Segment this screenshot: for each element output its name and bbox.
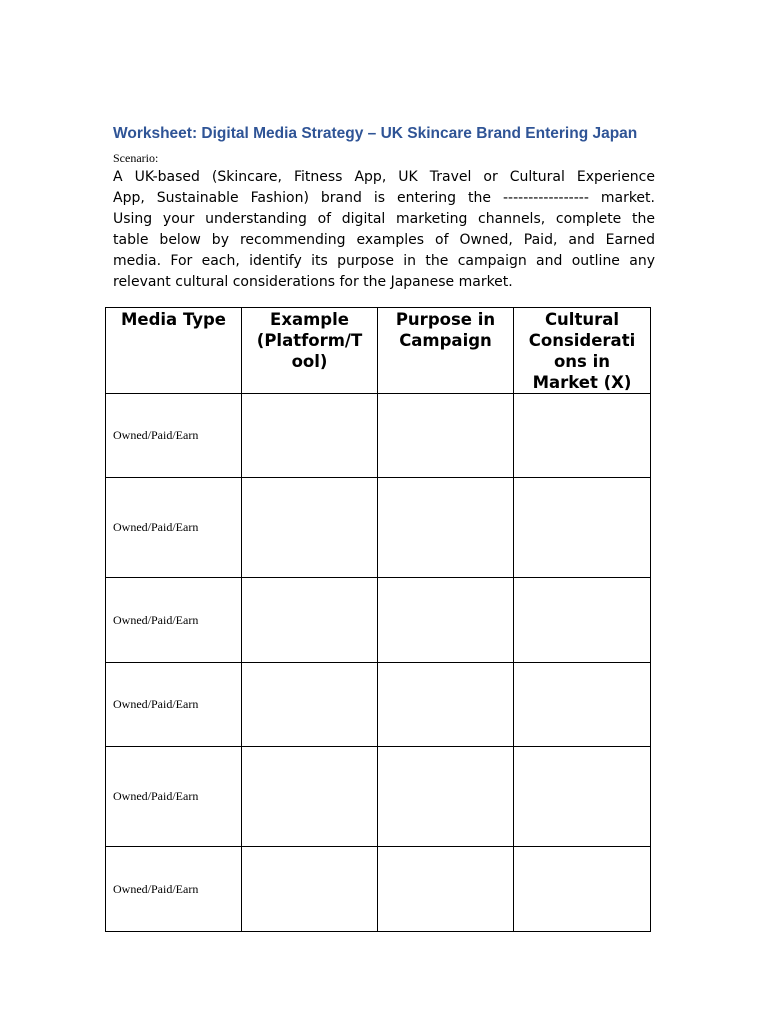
cultural-cell[interactable]: [514, 578, 651, 663]
table-row: [106, 394, 651, 478]
header-line: (Platform/T: [256, 331, 363, 350]
header-line: Media Type: [120, 310, 226, 329]
header-media-type: [106, 308, 242, 394]
media-strategy-table: [105, 307, 651, 932]
purpose-cell[interactable]: [378, 663, 514, 747]
cultural-cell[interactable]: [514, 478, 651, 578]
scenario-paragraph: [113, 167, 655, 293]
table-row: [106, 578, 651, 663]
purpose-cell[interactable]: [378, 578, 514, 663]
cultural-cell[interactable]: [514, 394, 651, 478]
purpose-cell[interactable]: [378, 394, 514, 478]
example-cell[interactable]: [242, 663, 378, 747]
media-type-cell: Owned/Paid/Earn: [106, 847, 242, 932]
scenario-label: Scenario:: [113, 151, 159, 165]
cultural-cell[interactable]: [514, 747, 651, 847]
scenario-line: App, Sustainable Fashion) brand is entering the ----------------- market.: [113, 190, 655, 206]
table-header-row: [106, 308, 651, 394]
media-type-cell: Owned/Paid/Earn: [106, 394, 242, 478]
media-type-cell: Owned/Paid/Earn: [106, 663, 242, 747]
table-row: [106, 847, 651, 932]
example-cell[interactable]: [242, 394, 378, 478]
header-example: [242, 308, 378, 394]
example-cell[interactable]: [242, 847, 378, 932]
scenario-line: A UK-based (Skincare, Fitness App, UK Travel or Cultural Experience: [113, 169, 655, 185]
table-row: [106, 478, 651, 578]
header-cultural: [514, 308, 651, 394]
table-row: [106, 663, 651, 747]
header-line: Considerati: [528, 331, 636, 350]
scenario-line: table below by recommending examples of Owned, Paid, and Earned: [113, 232, 655, 248]
example-cell[interactable]: [242, 478, 378, 578]
page-title: Worksheet: Digital Media Strategy – UK Skincare Brand Entering Japan: [113, 125, 638, 142]
media-type-cell: Owned/Paid/Earn: [106, 747, 242, 847]
header-line: Market (X): [532, 373, 632, 392]
media-type-cell: Owned/Paid/Earn: [106, 578, 242, 663]
header-line: Cultural: [544, 310, 620, 329]
header-line: Purpose in: [395, 310, 496, 329]
purpose-cell[interactable]: [378, 747, 514, 847]
header-purpose: [378, 308, 514, 394]
example-cell[interactable]: [242, 747, 378, 847]
header-line: ool): [291, 352, 328, 371]
purpose-cell[interactable]: [378, 478, 514, 578]
table-row: [106, 747, 651, 847]
example-cell[interactable]: [242, 578, 378, 663]
cultural-cell[interactable]: [514, 847, 651, 932]
header-line: Campaign: [399, 331, 492, 350]
scenario-line: Using your understanding of digital marketing channels, complete the: [113, 211, 655, 227]
scenario-line: media. For each, identify its purpose in the campaign and outline any: [113, 253, 655, 269]
header-line: ons in: [553, 352, 611, 371]
scenario-line: relevant cultural considerations for the Japanese market.: [113, 274, 513, 290]
purpose-cell[interactable]: [378, 847, 514, 932]
header-line: Example: [270, 310, 349, 329]
cultural-cell[interactable]: [514, 663, 651, 747]
media-type-cell: Owned/Paid/Earn: [106, 478, 242, 578]
